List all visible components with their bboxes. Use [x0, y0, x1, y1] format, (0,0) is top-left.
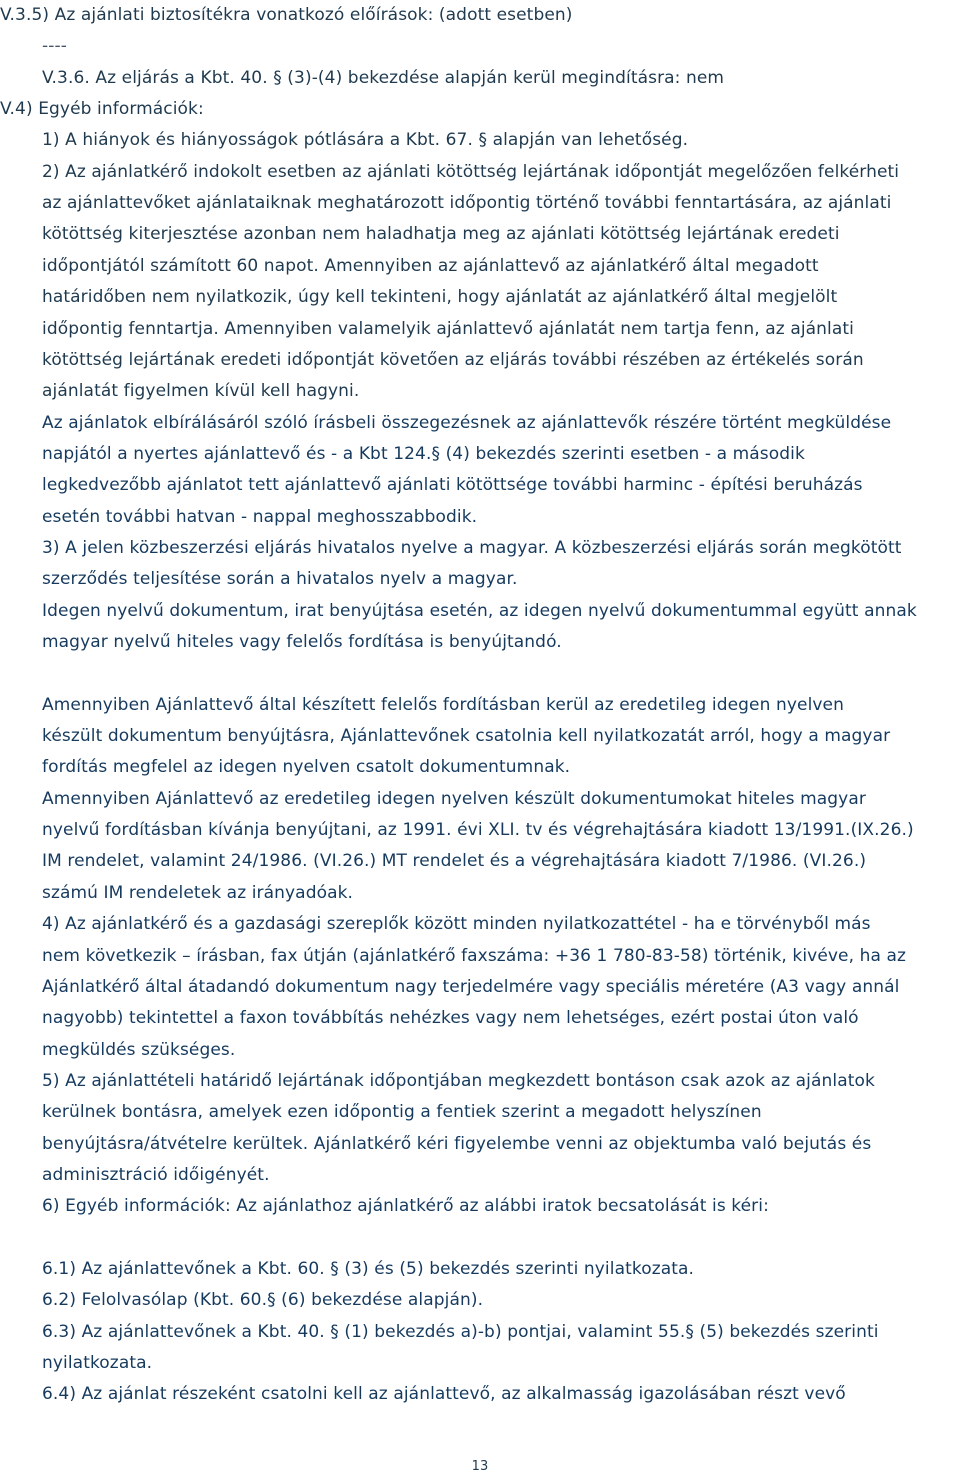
text-line: ajánlatát figyelmen kívül kell hagyni. — [42, 381, 360, 401]
text-line: IM rendelet, valamint 24/1986. (VI.26.) MT rendelet és a végrehajtására kiadott 7/1986. (VI.26.) — [42, 851, 867, 871]
text-line: adminisztráció időigényét. — [42, 1165, 270, 1185]
text-line: esetén további hatvan - nappal meghosszabbodik. — [42, 507, 478, 527]
text-line: 6) Egyéb információk: Az ajánlathoz ajánlatkérő az alábbi iratok becsatolását is kéri: — [42, 1196, 769, 1216]
text-line: kötöttség lejártának eredeti időpontját követően az eljárás további részében az értékelés során — [42, 350, 864, 370]
text-line: időpontig fenntartja. Amennyiben valamelyik ajánlattevő ajánlatát nem tartja fenn, az ajánlati — [42, 319, 854, 339]
text-line: 5) Az ajánlattételi határidő lejártának időpontjában megkezdett bontáson csak azok az ajánlatok — [42, 1071, 875, 1091]
text-line: az ajánlattevőket ajánlataiknak meghatározott időpontig történő további fenntartására, az ajánlati — [42, 193, 892, 213]
text-line: V.3.5) Az ajánlati biztosítékra vonatkozó előírások: (adott esetben) — [0, 5, 573, 25]
text-line: 1) A hiányok és hiányosságok pótlására a Kbt. 67. § alapján van lehetőség. — [42, 130, 689, 150]
text-line: számú IM rendeletek az irányadóak. — [42, 883, 354, 903]
text-line: kötöttség kiterjesztése azonban nem haladhatja meg az ajánlati kötöttség lejártának eredeti — [42, 224, 840, 244]
text-line: ---- — [42, 36, 67, 56]
text-line: 3) A jelen közbeszerzési eljárás hivatalos nyelve a magyar. A közbeszerzési eljárás során megkötött — [42, 538, 902, 558]
text-line: kerülnek bontásra, amelyek ezen időpontig a fentiek szerint a megadott helyszínen — [42, 1102, 762, 1122]
page-number: 13 — [471, 1459, 489, 1474]
text-line: Amennyiben Ajánlattevő által készített felelős fordításban kerül az eredetileg idegen nyelven — [42, 695, 844, 715]
text-line: szerződés teljesítése során a hivatalos nyelv a magyar. — [42, 569, 518, 589]
text-line: 6.3) Az ajánlattevőnek a Kbt. 40. § (1) bekezdés a)-b) pontjai, valamint 55.§ (5) bekezdés szerinti — [42, 1322, 879, 1342]
text-line: nagyobb) tekintettel a faxon továbbítás nehézkes vagy nem lehetséges, ezért postai úton való — [42, 1008, 859, 1028]
text-line: 4) Az ajánlatkérő és a gazdasági szereplők között minden nyilatkozattétel - ha e törvényből más — [42, 914, 871, 934]
text-line: V.3.6. Az eljárás a Kbt. 40. § (3)-(4) bekezdése alapján kerül megindításra: nem — [42, 68, 725, 88]
text-line: V.4) Egyéb információk: — [0, 99, 204, 119]
text-line: nyilatkozata. — [42, 1353, 153, 1373]
text-line: Amennyiben Ajánlattevő az eredetileg idegen nyelven készült dokumentumokat hiteles magyar — [42, 789, 866, 809]
text-line: határidőben nem nyilatkozik, úgy kell tekinteni, hogy ajánlatát az ajánlatkérő által megjelölt — [42, 287, 838, 307]
text-line: benyújtásra/átvételre kerültek. Ajánlatkérő kéri figyelembe venni az objektumba való bejutás és — [42, 1134, 872, 1154]
text-line: 6.1) Az ajánlattevőnek a Kbt. 60. § (3) és (5) bekezdés szerinti nyilatkozata. — [42, 1259, 695, 1279]
text-line: készült dokumentum benyújtásra, Ajánlattevőnek csatolnia kell nyilatkozatát arról, hogy a magyar — [42, 726, 891, 746]
text-line: fordítás megfelel az idegen nyelven csatolt dokumentumnak. — [42, 757, 571, 777]
text-line: 2) Az ajánlatkérő indokolt esetben az ajánlati kötöttség lejártának időpontját megelőzően felkérheti — [42, 162, 900, 182]
text-line: nyelvű fordításban kívánja benyújtani, az 1991. évi XLI. tv és végrehajtására kiadott 13/1991.(IX.26.) — [42, 820, 914, 840]
text-line: 6.2) Felolvasólap (Kbt. 60.§ (6) bekezdése alapján). — [42, 1290, 484, 1310]
text-line: Ajánlatkérő által átadandó dokumentum nagy terjedelmére vagy speciális méretére (A3 vagy annál — [42, 977, 900, 997]
text-line: legkedvezőbb ajánlatot tett ajánlattevő ajánlati kötöttsége további harminc - építési beruházás — [42, 475, 863, 495]
text-line: magyar nyelvű hiteles vagy felelős fordítása is benyújtandó. — [42, 632, 562, 652]
text-line: Idegen nyelvű dokumentum, irat benyújtása esetén, az idegen nyelvű dokumentummal együtt annak — [42, 601, 917, 621]
text-line: napjától a nyertes ajánlattevő és - a Kbt 124.§ (4) bekezdés szerinti esetben - a második — [42, 444, 805, 464]
text-line: időpontjától számított 60 napot. Amennyiben az ajánlattevő az ajánlatkérő által megadott — [42, 256, 819, 276]
text-line: nem következik – írásban, fax útján (ajánlatkérő faxszáma: +36 1 780-83-58) történik, kivéve, ha az — [42, 946, 907, 966]
text-line: megküldés szükséges. — [42, 1040, 236, 1060]
text-line: 6.4) Az ajánlat részeként csatolni kell az ajánlattevő, az alkalmasság igazolásában részt vevő — [42, 1384, 846, 1404]
text-line: Az ajánlatok elbírálásáról szóló írásbeli összegezésnek az ajánlattevők részére történt megküldése — [42, 413, 892, 433]
